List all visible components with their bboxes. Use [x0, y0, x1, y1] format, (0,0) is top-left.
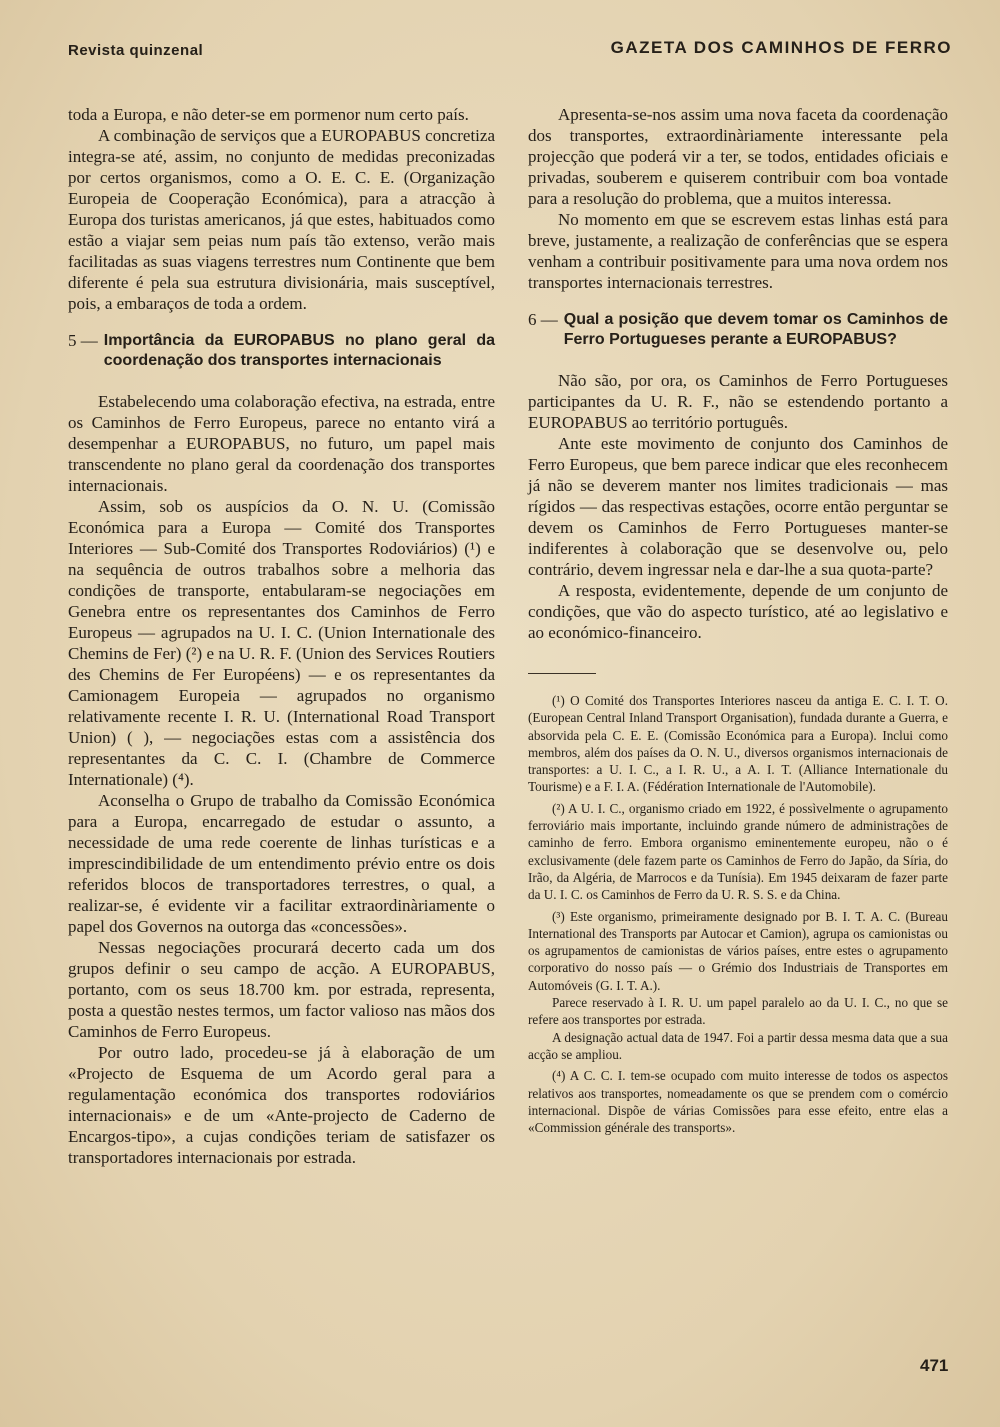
section-title: Qual a posição que devem tomar os Caminhos de Ferro Portugueses perante a EUROPABUS?: [563, 311, 948, 348]
footnotes: [528, 692, 948, 1136]
section-number: 5 —: [68, 331, 98, 350]
paragraph: toda a Europa, e não deter-se em pormenor num certo país.: [68, 105, 469, 124]
footnote: (¹) O Comité dos Transportes Interiores nasceu da antiga E. C. I. T. O. (European Central Inland Transport Organisation), fundada durante a Guerra, e absorvida pela C. E. E. (Comissão Económica para a Europa). Inclui como membros, além dos países da O. N. U., diversos organismos internacionais de transportes: a U. I. C., a I. R. U., a A. I. T. (Alliance Internationale du Tourisme) e a F. I. A. (Fédération Internationale de l'Automobile).: [528, 693, 948, 795]
paragraph: Não são, por ora, os Caminhos de Ferro Portugueses participantes da U. R. F., não se estendendo portanto a EUROPABUS ao território português.: [528, 371, 948, 432]
page-number: 471: [920, 1356, 949, 1375]
header-masthead: GAZETA DOS CAMINHOS DE FERRO: [610, 38, 952, 57]
paragraph: Ante este movimento de conjunto dos Caminhos de Ferro Europeus, que bem parece indicar que eles reconhecem já não se deverem manter nos limites tradicionais — mas rígidos — das respectivas estações, ocorre então perguntar se devem os Caminhos de Ferro Portugueses manter-se indiferentes à colaboração que se desenvolve ou, pelo contrário, devem ingressar nela e dar-lhe a sua quota-parte?: [528, 434, 948, 579]
paragraph: A combinação de serviços que a EUROPABUS concretiza integra-se até, assim, no conjunto de medidas preconizadas por certos organismos, como a O. E. C. E. (Organização Europeia de Cooperação Económica), para a atracção à Europa dos turistas americanos, já que estes, habituados como estão a viajar sem peias num país tão extenso, verão mais facilitadas as suas viagens terrestres num Continente que bem diferente é pela sua estrutura divisionária, mais susceptível, pois, a embaraços de toda a ordem.: [68, 126, 495, 313]
header-publication-type: Revista quinzenal: [68, 42, 204, 59]
section-title: Importância da EUROPABUS no plano geral da coordenação dos transportes internacionais: [103, 332, 495, 369]
paragraph: A resposta, evidentemente, depende de um conjunto de condições, que vão do aspecto turístico, até ao legislativo e ao económico-financeiro.: [528, 581, 948, 642]
footnote-divider: [528, 673, 596, 674]
section-6-heading: [528, 310, 948, 350]
footnote: Parece reservado à I. R. U. um papel paralelo ao da U. I. C., no que se refere aos transportes por estrada.: [528, 995, 948, 1028]
paragraph: Aconselha o Grupo de trabalho da Comissão Económica para a Europa, encarregado de estudar o assunto, a necessidade de uma rede coerente de linhas turísticas e a imprescindibilidade de um entendimento prévio entre os dois referidos blocos de transportadores terrestres, o qual, a realizar-se, é evidente vir a facilitar extraordinàriamente o papel dos Governos na outorga das «concessões».: [68, 791, 495, 936]
paragraph: Nessas negociações procurará decerto cada um dos grupos definir o seu campo de acção. A EUROPABUS, portanto, com os seus 18.700 km. por estrada, representa, posta a questão nestes termos, um factor valioso nas mãos dos Caminhos de Ferro Europeus.: [68, 938, 495, 1041]
section-number: 6 —: [528, 310, 558, 329]
footnote: (²) A U. I. C., organismo criado em 1922, é possìvelmente o agrupamento ferroviário mais importante, incluindo grande número de administrações de caminho de ferro. Embora organismo eminentemente europeu, não o é exclusivamente (dele fazem parte os Caminhos de Ferro do Japão, da Síria, do Irão, da Algéria, de Marrocos e da Tunísia). Em 1945 deixaram de fazer parte da U. I. C. os Caminhos de Ferro da U. R. S. S. e da China.: [528, 800, 948, 903]
footnote: (³) Este organismo, primeiramente designado por B. I. T. A. C. (Bureau International des Transports par Autocar et Camion), agrupa os camionistas ou os agrupamentos de camionistas de vários países, entre estes o agrupamento corporativo do nosso país — o Grémio dos Industriais de Transportes em Automóveis (G. I. T. A.).: [528, 908, 948, 993]
footnote: (⁴) A C. C. I. tem-se ocupado com muito interesse de todos os aspectos relativos aos transportes, nomeadamente os que se prendem com o comércio internacional. Dispõe de várias Comissões para esse efeito, entre elas a «Commission générale des transports».: [528, 1068, 948, 1136]
left-column: [68, 104, 495, 1168]
section-5-heading: [68, 331, 495, 371]
footnote: A designação actual data de 1947. Foi a partir dessa mesma data que a sua acção se ampliou.: [528, 1029, 948, 1062]
paragraph: Estabelecendo uma colaboração efectiva, na estrada, entre os Caminhos de Ferro Europeus, parece no entanto virá a desempenhar a EUROPABUS, no futuro, um papel mais transcendente no plano geral da coordenação dos transportes internacionais.: [68, 392, 495, 495]
paragraph: Por outro lado, procedeu-se já à elaboração de um «Projecto de Esquema de um Acordo geral para a regulamentação económica dos transportes rodoviários internacionais» e de um «Ante-projecto de Caderno de Encargos-tipo», a cujas condições teriam de satisfazer os transportadores internacionais por estrada.: [68, 1043, 495, 1167]
right-column: [528, 104, 948, 1140]
paragraph: Assim, sob os auspícios da O. N. U. (Comissão Económica para a Europa — Comité dos Transportes Interiores — Sub-Comité dos Transportes Rodoviários) (¹) e na sequência de outros trabalhos sobre a melhoria das condições de transporte, entabularam-se negociações em Genebra entre os representantes dos Caminhos de Ferro Europeus — agrupados na U. I. C. (Union Internationale des Chemins de Fer) (²) e na U. R. F. (Union des Services Routiers des Chemins de Fer Européens) — e os representantes da Camionagem Europeia — agrupados no organismo relativamente recente I. R. U. (International Road Transport Union) ( ), — negociações estas com a assistência dos representantes da C. C. I. (Chambre de Commerce Internationale) (⁴).: [68, 497, 495, 789]
paragraph: No momento em que se escrevem estas linhas está para breve, justamente, a realização de conferências que se espera venham a contribuir positivamente para uma nova ordem nos transportes internacionais terrestres.: [528, 210, 948, 292]
paragraph: Apresenta-se-nos assim uma nova faceta da coordenação dos transportes, extraordinàriamente interessante pela projecção que poderá vir a ter, se todos, entidades oficiais e privadas, souberem e quiserem contribuir com boa vontade para a resolução do problema, que a muitos interessa.: [528, 105, 948, 208]
